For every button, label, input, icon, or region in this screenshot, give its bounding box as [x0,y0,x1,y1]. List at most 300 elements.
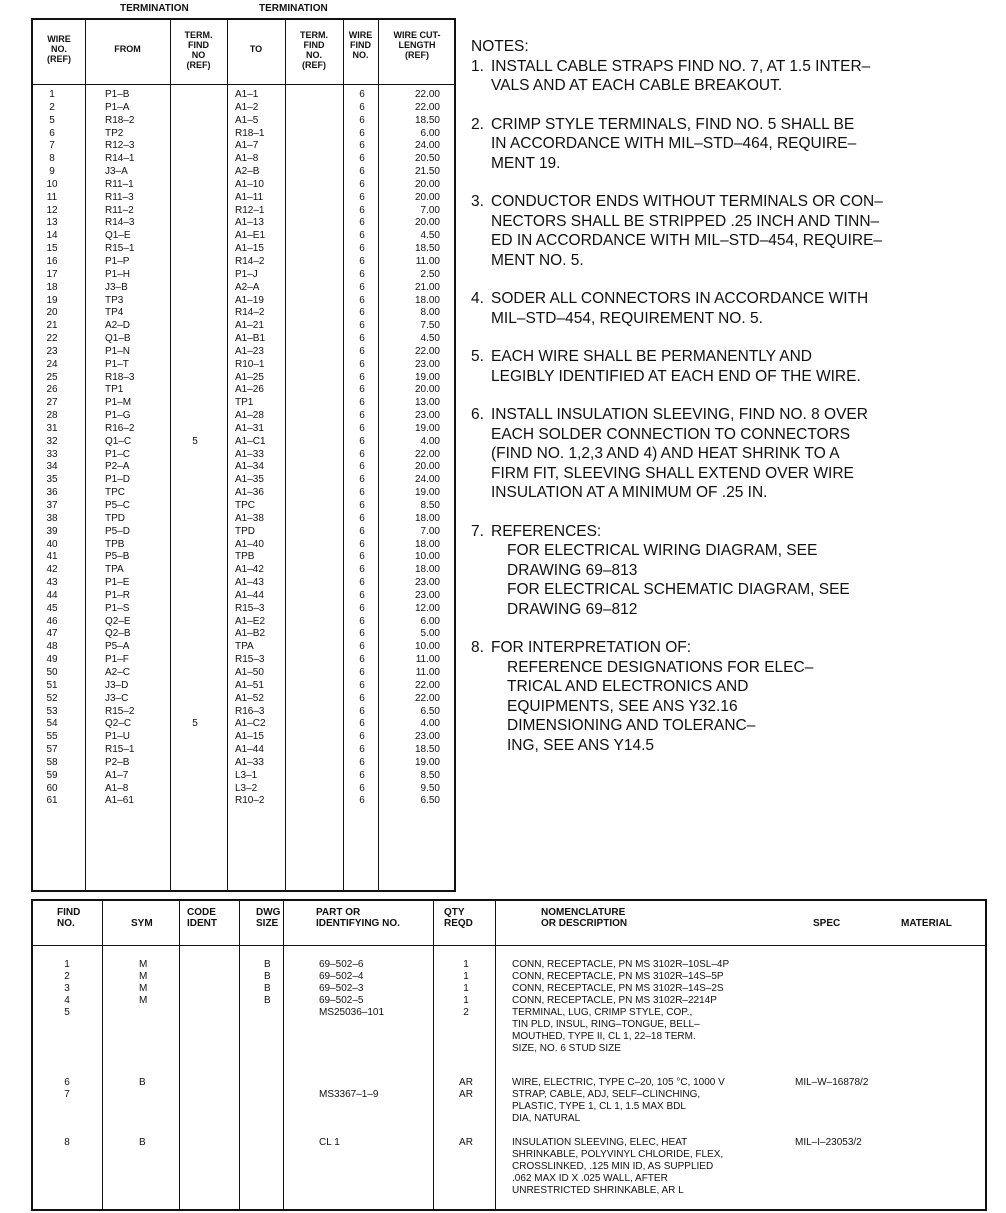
wire-cell-to: A1–25 [235,371,264,383]
part-number: 69–502–5 [319,995,364,1006]
wire-cell-wire-no: 27 [46,397,58,409]
wire-cell-wire-find: 6 [359,268,365,280]
note-sub-line: EQUIPMENTS, SEE ANS Y32.16 [507,697,738,715]
wire-cell-from: A2–C [105,666,131,678]
wire-row [33,243,454,256]
wire-cell-from: Q2–B [105,628,131,640]
wire-row [33,616,454,629]
wire-cell-to: A1–44 [235,744,264,756]
wire-cell-wire-no: 9 [49,166,55,178]
wire-cell-to: A1–11 [235,191,264,203]
wire-row [33,500,454,513]
header-part-no: PART OR IDENTIFYING NO. [316,907,400,929]
wire-cell-cut-length: 22.00 [414,89,440,100]
wire-cell-wire-find: 6 [359,589,365,601]
wire-row [33,333,454,346]
wire-cell-cut-length: 13.00 [414,397,440,409]
part-spec: MIL–I–23053/2 [795,1137,862,1148]
wire-cell-cut-length: 4.50 [420,333,440,345]
wire-cell-wire-find: 6 [359,114,365,126]
wire-cell-to: R12–1 [235,204,265,216]
wire-cell-term-find: 5 [192,718,198,730]
wire-cell-from: Q1–B [105,333,131,345]
wire-cell-to: A1–C1 [235,435,266,447]
wire-row [33,423,454,436]
wire-cell-from: P1–P [105,255,130,267]
wire-cell-to: R14–2 [235,255,265,267]
part-description-line: SHRINKABLE, POLYVINYL CHLORIDE, FLEX, [512,1149,724,1160]
wire-cell-wire-find: 6 [359,397,365,409]
note-sub-line: DRAWING 69–812 [507,600,638,618]
wire-cell-wire-no: 21 [46,320,58,332]
wire-cell-wire-find: 6 [359,384,365,396]
note-number: 5. [471,348,484,365]
wire-cell-to: A1–42 [235,564,264,576]
wire-row [33,783,454,796]
part-find-no: 5 [64,1007,70,1018]
wire-cell-to: A1–7 [235,140,259,152]
wire-cell-wire-no: 11 [46,191,58,203]
header-wire-no: WIRE NO. (REF) [47,34,71,64]
wire-cell-cut-length: 18.50 [414,114,440,126]
wire-cell-to: R15–3 [235,654,265,666]
wire-cell-wire-no: 26 [46,384,58,396]
wire-row [33,320,454,333]
wire-cell-wire-find: 6 [359,769,365,781]
wire-cell-wire-no: 46 [46,615,58,627]
wire-cell-to: A1–19 [235,294,264,306]
wire-row [33,680,454,693]
note-line: CONDUCTOR ENDS WITHOUT TERMINALS OR CON– [491,193,883,210]
wire-cell-wire-find: 6 [359,654,365,666]
part-description [512,995,717,1007]
wire-cell-from: P1–R [105,589,131,601]
wire-cell-wire-no: 18 [46,281,58,293]
part-qty: 2 [463,1007,469,1018]
note-line: FOR INTERPRETATION OF: [491,639,692,656]
wire-cell-wire-find: 6 [359,474,365,486]
wire-cell-cut-length: 18.00 [414,512,440,524]
wire-cell-wire-find: 6 [359,333,365,345]
wire-row [33,449,454,462]
part-description-line: SIZE, NO. 6 STUD SIZE [512,1043,621,1054]
note-sub-line: DRAWING 69–813 [507,561,638,579]
note-item [471,115,991,174]
wire-cell-to: A1–B1 [235,333,266,345]
header-material: MATERIAL [901,918,952,929]
part-number: CL 1 [319,1137,340,1148]
note-number: 6. [471,406,484,423]
wire-row [33,384,454,397]
wire-cell-wire-no: 16 [46,255,58,267]
wire-cell-wire-find: 6 [359,153,365,165]
wire-cell-cut-length: 18.50 [414,744,440,756]
wire-cell-to: L3–1 [235,769,258,781]
part-description-line: CONN, RECEPTACLE, PN MS 3102R–14S–5P [512,971,724,982]
part-sym: M [139,995,148,1006]
wire-cell-wire-no: 28 [46,410,58,422]
wire-cell-wire-find: 6 [359,564,365,576]
note-line: NECTORS SHALL BE STRIPPED .25 INCH AND TINN– [491,212,880,230]
wire-cell-to: R18–1 [235,127,265,139]
wire-cell-from: J3–B [105,281,128,293]
wire-cell-wire-no: 47 [46,628,58,640]
wire-cell-to: A1–31 [235,422,264,434]
wire-row [33,179,454,192]
wire-cell-cut-length: 9.50 [420,782,440,794]
part-dwg-size: B [264,983,271,994]
part-qty: 1 [463,983,469,994]
wire-cell-cut-length: 20.00 [414,191,440,203]
wire-cell-cut-length: 7.50 [420,320,440,332]
wire-cell-wire-find: 6 [359,692,365,704]
note-sub-line: FOR ELECTRICAL WIRING DIAGRAM, SEE [507,542,818,559]
wire-cell-to: R10–1 [235,358,265,370]
wire-cell-cut-length: 18.00 [414,538,440,550]
part-number: 69–502–3 [319,983,364,994]
wire-cell-cut-length: 20.00 [414,217,440,229]
wire-cell-from: Q2–C [105,718,132,730]
wire-cell-wire-find: 6 [359,577,365,589]
wire-cell-wire-find: 6 [359,679,365,691]
wire-cell-wire-no: 43 [46,577,58,589]
wire-cell-to: TPA [235,641,254,653]
wire-row [33,372,454,385]
wire-cell-to: A1–33 [235,756,264,768]
wire-cell-to: A1–21 [235,320,264,332]
wire-row [33,757,454,770]
wire-cell-wire-no: 6 [49,127,55,139]
wire-cell-cut-length: 6.00 [420,127,440,139]
wire-cell-from: P1–B [105,89,130,100]
wire-cell-cut-length: 2.50 [420,268,440,280]
part-description-line: TIN PLD, INSUL, RING–TONGUE, BELL– [512,1019,700,1030]
wire-cell-wire-find: 6 [359,255,365,267]
wire-row [33,731,454,744]
part-dwg-size: B [264,995,271,1006]
wire-cell-wire-no: 34 [46,461,58,473]
wire-cell-cut-length: 8.50 [420,500,440,511]
wire-cell-cut-length: 21.00 [414,281,440,293]
note-line: ED IN ACCORDANCE WITH MIL–STD–454, REQUIRE– [491,232,883,249]
wire-cell-from: P1–D [105,474,131,486]
note-item [471,57,991,96]
wire-cell-wire-no: 55 [46,731,58,743]
wire-cell-cut-length: 12.00 [414,602,440,614]
part-description-line: TERMINAL, LUG, CRIMP STYLE, COP., [512,1007,693,1018]
wire-cell-cut-length: 19.00 [414,422,440,434]
wire-cell-to: A1–23 [235,345,264,357]
header-nomenclature: NOMENCLATURE OR DESCRIPTION [541,907,628,929]
part-description-line: CONN, RECEPTACLE, PN MS 3102R–10SL–4P [512,959,730,970]
wire-cell-wire-find: 6 [359,782,365,794]
wire-row [33,397,454,410]
wire-cell-wire-no: 1 [49,89,55,100]
wire-cell-cut-length: 23.00 [414,358,440,370]
wire-cell-to: A2–B [235,166,260,178]
wire-cell-cut-length: 20.00 [414,461,440,473]
wire-cell-to: A1–35 [235,474,264,486]
wire-cell-from: P1–C [105,448,131,460]
part-find-no: 7 [64,1089,70,1100]
wire-cell-from: R14–3 [105,217,135,229]
wire-cell-wire-find: 6 [359,628,365,640]
notes-section [471,37,991,774]
wire-cell-from: A2–D [105,320,131,332]
part-find-no: 4 [64,995,70,1006]
part-description-line: INSULATION SLEEVING, ELEC, HEAT [512,1137,688,1148]
header-code-ident: CODE IDENT [187,907,217,929]
wire-row [33,346,454,359]
wire-cell-wire-no: 23 [46,345,58,357]
wire-row [33,269,454,282]
part-description [512,1137,723,1197]
header-term-find-from: TERM. FIND NO (REF) [184,30,213,70]
wire-cell-from: Q2–E [105,615,131,627]
wire-cell-wire-no: 25 [46,371,58,383]
wire-cell-from: P1–T [105,358,129,370]
wire-cell-wire-no: 53 [46,705,58,717]
wire-cell-cut-length: 5.00 [420,628,440,640]
wire-cell-to: A1–34 [235,461,264,473]
wire-cell-wire-no: 52 [46,692,58,704]
wire-cell-wire-no: 45 [46,602,58,614]
wire-cell-wire-no: 14 [46,230,58,242]
note-line: EACH SOLDER CONNECTION TO CONNECTORS [491,425,851,443]
termination-to-label: TERMINATION [259,3,328,14]
wire-cell-wire-find: 6 [359,191,365,203]
wire-cell-to: R16–3 [235,705,265,717]
wire-cell-wire-no: 54 [46,718,58,730]
wire-row [33,603,454,616]
wire-row [33,89,454,102]
wire-cell-wire-no: 50 [46,666,58,678]
wire-cell-cut-length: 4.50 [420,230,440,242]
part-description [512,971,724,983]
wire-cell-from: R15–1 [105,243,135,255]
wire-cell-cut-length: 23.00 [414,731,440,743]
part-description-line: CONN, RECEPTACLE, PN MS 3102R–14S–2S [512,983,724,994]
parts-list-table [31,899,987,1211]
wire-cell-wire-no: 22 [46,333,58,345]
wire-cell-cut-length: 6.50 [420,705,440,717]
note-number: 8. [471,639,484,656]
wire-row [33,693,454,706]
part-sym: M [139,983,148,994]
wire-row [33,744,454,757]
wire-cell-wire-find: 6 [359,666,365,678]
wire-cell-wire-no: 13 [46,217,58,229]
wire-cell-to: A1–E2 [235,615,266,627]
wire-cell-wire-no: 32 [46,435,58,447]
wire-cell-cut-length: 6.00 [420,615,440,627]
wire-cell-wire-no: 38 [46,512,58,524]
wire-cell-cut-length: 18.00 [414,294,440,306]
wire-cell-wire-find: 6 [359,166,365,178]
part-sym: B [139,1137,146,1148]
part-sym: B [139,1077,146,1088]
part-description-line: CROSSLINKED, .125 MIN ID, AS SUPPLIED [512,1161,714,1172]
wire-cell-cut-length: 22.00 [414,101,440,113]
wire-cell-cut-length: 4.00 [420,718,440,730]
wire-cell-cut-length: 8.50 [420,769,440,781]
wire-cell-wire-no: 44 [46,589,58,601]
wire-cell-wire-find: 6 [359,371,365,383]
wire-row [33,641,454,654]
wire-cell-wire-no: 40 [46,538,58,550]
part-description-line: CONN, RECEPTACLE, PN MS 3102R–2214P [512,995,717,1006]
wire-cell-wire-find: 6 [359,744,365,756]
wire-cell-cut-length: 23.00 [414,577,440,589]
wire-row [33,577,454,590]
wire-cell-from: P5–C [105,500,131,511]
note-sub-line: FOR ELECTRICAL SCHEMATIC DIAGRAM, SEE [507,581,850,598]
wire-cell-to: A1–33 [235,448,264,460]
wire-cell-to: A1–38 [235,512,264,524]
part-number: 69–502–4 [319,971,364,982]
wire-cell-wire-no: 41 [46,551,58,563]
part-qty: AR [459,1089,473,1100]
header-wire-find: WIRE FIND NO. [348,30,373,60]
note-line: CRIMP STYLE TERMINALS, FIND NO. 5 SHALL BE [491,115,855,133]
wire-cell-to: A1–15 [235,731,264,743]
wire-cell-wire-find: 6 [359,204,365,216]
wire-cell-cut-length: 22.00 [414,448,440,460]
part-qty: 1 [463,971,469,982]
part-description [512,959,729,971]
wire-cell-wire-no: 49 [46,654,58,666]
part-find-no: 3 [64,983,70,994]
wire-row [33,128,454,141]
note-number: 1. [471,57,484,75]
wire-cell-cut-length: 10.00 [414,551,440,563]
wire-cell-from: R12–3 [105,140,135,152]
wire-cell-from: P1–U [105,731,131,743]
wire-cell-from: P5–A [105,641,130,653]
wire-cell-to: A1–50 [235,666,264,678]
wire-cell-cut-length: 11.00 [415,666,440,678]
wire-cell-wire-find: 6 [359,101,365,113]
wire-row [33,590,454,603]
wire-cell-from: J3–C [105,692,129,704]
wire-row [33,667,454,680]
wire-cell-wire-find: 6 [359,127,365,139]
note-item [471,522,991,620]
wire-cell-from: R18–2 [105,114,135,126]
part-description [512,983,724,995]
note-item [471,289,991,328]
part-find-no: 2 [64,971,70,982]
wire-cell-to: A2–A [235,281,260,293]
wire-cell-to: A1–36 [235,487,264,499]
wire-cell-wire-find: 6 [359,217,365,229]
wire-cell-cut-length: 20.00 [414,384,440,396]
wire-row [33,654,454,667]
wire-cell-cut-length: 20.00 [414,178,440,190]
wire-cell-from: TP1 [105,384,124,396]
wire-row [33,436,454,449]
wire-rows [33,89,454,808]
wire-row [33,307,454,320]
wire-cell-cut-length: 21.50 [414,166,440,178]
wire-cell-cut-length: 10.00 [414,641,440,653]
wire-cell-cut-length: 4.00 [420,435,440,447]
part-qty: 1 [463,959,469,970]
wire-cell-cut-length: 22.00 [414,692,440,704]
wire-cell-wire-no: 37 [46,500,58,511]
header-dwg-size: DWG SIZE [256,907,281,929]
wire-cell-from: R11–2 [105,204,134,216]
wire-cell-cut-length: 7.00 [420,525,440,537]
wire-cell-from: P1–N [105,345,131,357]
note-number: 3. [471,193,484,210]
header-from: FROM [114,44,141,54]
note-sub-line: ING, SEE ANS Y14.5 [507,736,655,754]
wire-cell-cut-length: 20.50 [414,153,440,165]
header-term-find-to: TERM. FIND NO. (REF) [300,30,328,70]
wire-cell-from: Q1–E [105,230,131,242]
note-item [471,347,991,386]
wire-cell-from: R14–1 [105,153,135,165]
wire-row [33,410,454,423]
wire-cell-to: TPD [235,525,255,537]
wire-cell-wire-no: 57 [46,744,58,756]
wire-row [33,205,454,218]
wire-cell-wire-no: 2 [49,101,55,113]
wire-cell-to: TP1 [235,397,254,409]
wire-cell-wire-find: 6 [359,602,365,614]
part-description-line: UNRESTRICTED SHRINKABLE, AR L [512,1185,684,1196]
note-number: 2. [471,115,484,133]
wire-row [33,256,454,269]
wire-row [33,487,454,500]
wire-cell-to: A1–13 [235,217,264,229]
wire-cell-to: A1–5 [235,114,259,126]
wire-cell-to: A1–43 [235,577,264,589]
wire-cell-cut-length: 18.00 [414,564,440,576]
wire-cell-wire-find: 6 [359,230,365,242]
wire-cell-wire-no: 51 [46,679,58,691]
note-line: IN ACCORDANCE WITH MIL–STD–464, REQUIRE– [491,135,857,152]
wire-cell-to: A1–E1 [235,230,266,242]
wire-cell-from: A1–8 [105,782,129,794]
wire-cell-cut-length: 22.00 [414,679,440,691]
wire-cell-from: P2–B [105,756,130,768]
wire-row [33,282,454,295]
wire-cell-wire-find: 6 [359,718,365,730]
part-description-line: .062 MAX ID X .025 WALL, AFTER [512,1173,668,1184]
part-number: MS25036–101 [319,1007,385,1018]
wire-cell-wire-no: 33 [46,448,58,460]
wire-cell-from: P5–D [105,525,131,537]
wire-cell-to: R14–2 [235,307,265,319]
header-sym: SYM [131,918,153,929]
wire-cell-to: TPB [235,551,255,563]
wire-row [33,166,454,179]
header-spec: SPEC [813,918,841,929]
wire-cell-to: A1–B2 [235,628,266,640]
wire-cell-from: R18–3 [105,371,135,383]
note-line: MIL–STD–454, REQUIREMENT NO. 5. [491,309,763,327]
wire-cell-wire-no: 39 [46,525,58,537]
note-number: 7. [471,522,484,540]
wire-cell-cut-length: 6.50 [420,795,440,807]
part-dwg-size: B [264,971,271,982]
note-line: INSTALL INSULATION SLEEVING, FIND NO. 8 OVER [491,406,868,423]
wire-cell-from: A1–7 [105,769,129,781]
wire-cell-wire-no: 19 [46,294,58,306]
part-spec: MIL–W–16878/2 [795,1077,869,1088]
